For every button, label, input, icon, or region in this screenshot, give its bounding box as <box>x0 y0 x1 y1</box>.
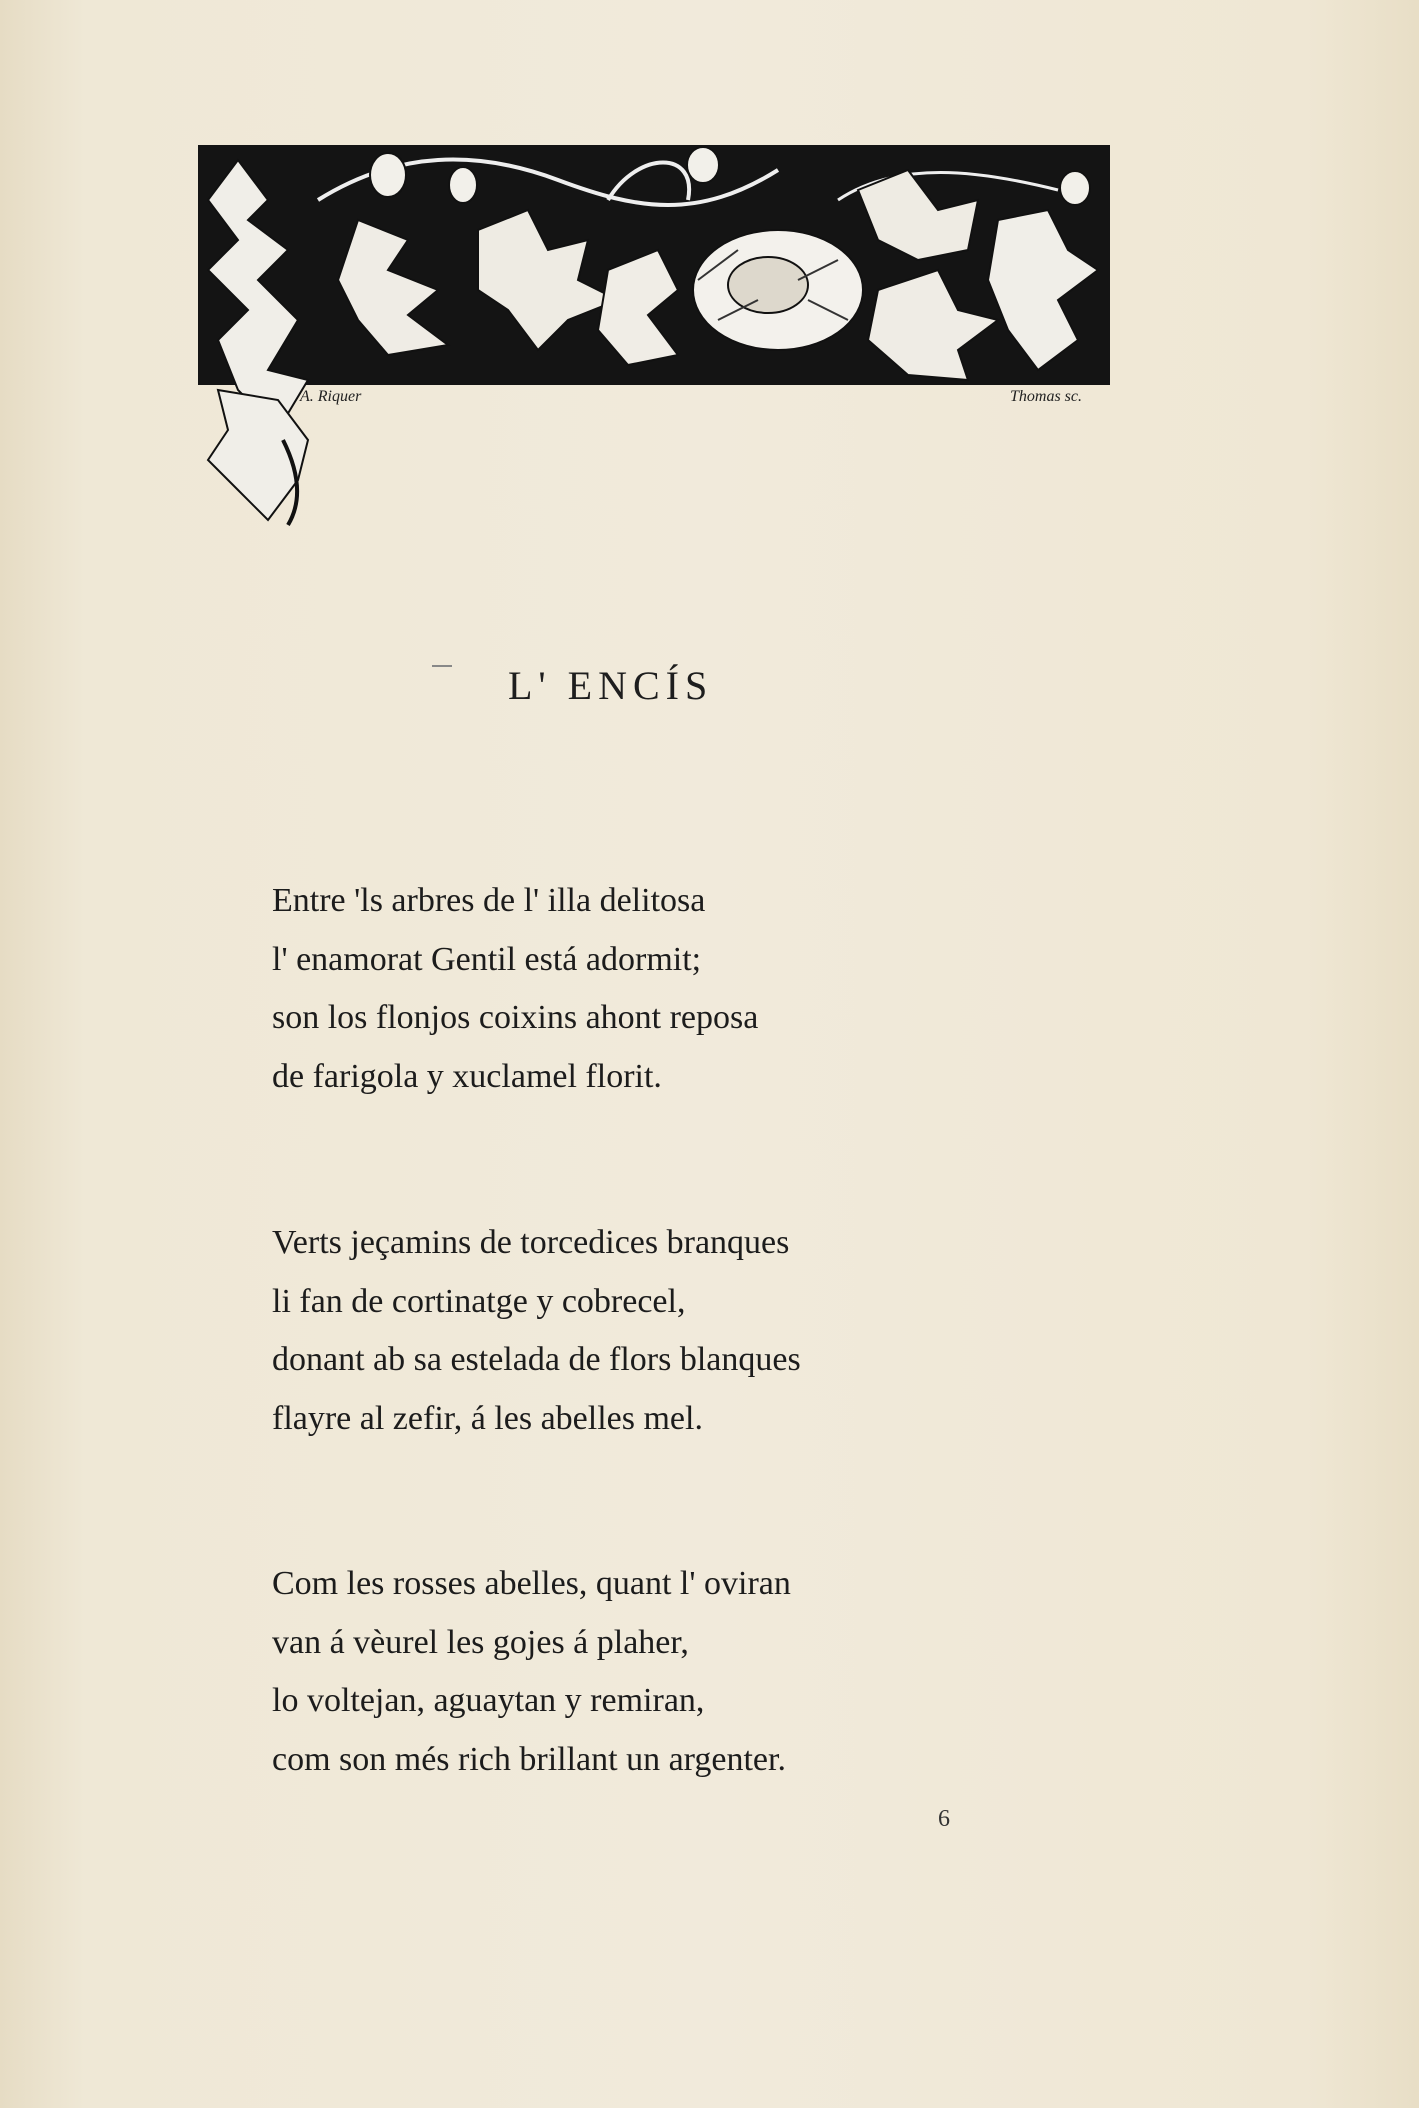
verse-line: Com les rosses abelles, quant l' oviran <box>272 1565 791 1602</box>
verse-line: li fan de cortinatge y cobrecel, <box>272 1282 686 1320</box>
poem-title: L' ENCÍS <box>508 663 714 708</box>
page-number: 6 <box>938 1806 950 1832</box>
verse-line: flayre al zefir, á les abelles mel. <box>272 1399 703 1437</box>
verse-line: Verts jeçamins de torcedices branques <box>272 1224 790 1261</box>
verse-line: com son més rich brillant un argenter. <box>272 1740 786 1778</box>
illustrator-signature: A. Riquer <box>300 388 362 405</box>
stanza-1 <box>272 872 758 1106</box>
verse-line: de farigola y xuclamel florit. <box>272 1057 662 1095</box>
stanza-3 <box>272 1555 791 1789</box>
verse-line: donant ab sa estelada de flors blanques <box>272 1341 801 1378</box>
engraver-signature: Thomas sc. <box>1010 388 1083 405</box>
verse-line: son los flonjos coixins ahont reposa <box>272 999 759 1036</box>
verse-line: Entre 'ls arbres de l' illa delitosa <box>272 882 706 919</box>
verse-line: van á vèurel les gojes á plaher, <box>272 1623 689 1661</box>
floral-banner-illustration <box>178 140 1116 530</box>
stanza-2 <box>272 1214 801 1448</box>
verse-line: lo voltejan, aguaytan y remiran, <box>272 1682 705 1719</box>
title-dash-mark <box>432 665 452 667</box>
verse-line: l' enamorat Gentil está adormit; <box>272 940 702 978</box>
